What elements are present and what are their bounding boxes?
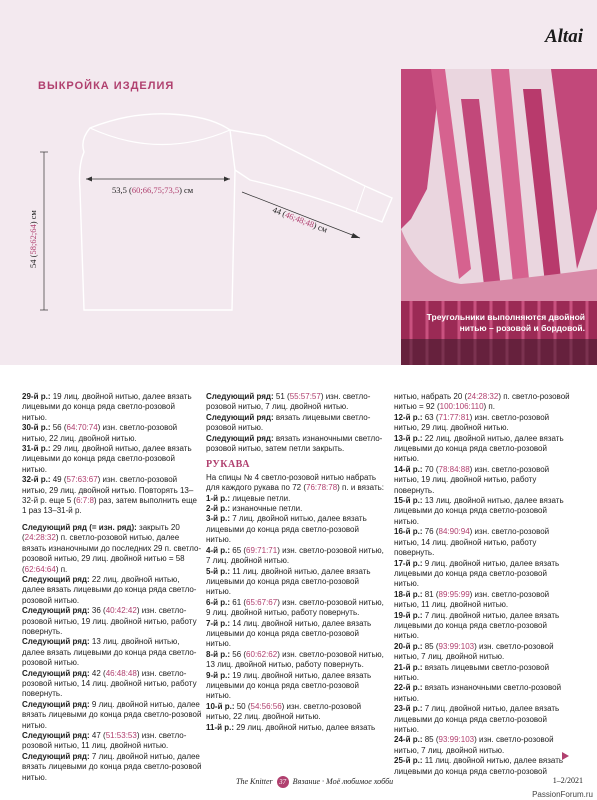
schema-cuff-line (356, 186, 365, 212)
instruction-paragraph (206, 619, 386, 650)
instruction-paragraph (206, 598, 386, 619)
instruction-paragraph (206, 567, 386, 598)
row-label: Следующий ряд: (22, 751, 90, 761)
row-label: 9-й р.: (206, 670, 231, 680)
instruction-paragraph (394, 735, 574, 756)
row-text: 56 (64:70:74) изн. светло-розовой нитью, 22 лиц. двойной нитью. (22, 423, 178, 443)
instruction-paragraph (22, 475, 202, 517)
row-label: 20-й р.: (394, 641, 423, 651)
instruction-paragraph (22, 444, 202, 475)
instruction-paragraph (22, 752, 202, 783)
row-label: 14-й р.: (394, 464, 423, 474)
row-label: 31-й р.: (22, 444, 51, 454)
instruction-paragraph (394, 392, 574, 413)
row-label: 29-й р.: (22, 392, 51, 401)
row-text: 29 лиц. двойной нитью, далее вязать лицевыми до конца ряда светло-розовой нитью. (22, 444, 192, 474)
row-label: 32-й р.: (22, 475, 51, 485)
instruction-paragraph (206, 392, 386, 413)
row-label: 21-й р.: (394, 662, 423, 672)
row-text: 29 лиц. двойной нитью, далее вязать (234, 722, 376, 732)
row-label: 10-й р.: (206, 701, 235, 711)
row-text: 56 (60:62:62) изн. светло-розовой нитью, 13 лиц. двойной нитью, работу повернуть. (206, 649, 384, 670)
text-column-2 (206, 392, 386, 733)
schema-body-outline (80, 114, 236, 310)
instruction-paragraph (22, 523, 202, 575)
page-number: 37 (277, 776, 289, 788)
row-text: 49 (57:63:67) изн. светло-розовой нитью, 29 лиц. двойной нитью. Повторять 13–32-й р. еще 5 (6:7:8) раз, затем выполнить еще 1 раз 13–31-й р. (22, 475, 198, 516)
height-label: 54 (58;62;64) см (28, 210, 38, 268)
instruction-paragraph (206, 671, 386, 702)
row-text: 63 (71:77:81) изн. светло-розовой нитью, 29 лиц. двойной нитью. (394, 412, 550, 433)
instruction-paragraph (22, 606, 202, 637)
row-label: 24-й р.: (394, 735, 423, 745)
pattern-schema (20, 100, 400, 355)
row-label: 19-й р.: (394, 610, 423, 620)
row-text: 14 лиц. двойной нитью, далее вязать лицевыми до конца ряда светло-розовой нитью. (206, 618, 372, 649)
instruction-paragraph (22, 731, 202, 752)
row-label: Следующий ряд: (22, 731, 90, 740)
instruction-paragraph (22, 700, 202, 731)
instruction-paragraph (394, 590, 574, 611)
row-text: 7 лиц. двойной нитью, далее вязать лицевыми до конца ряда светло-розовой нитью. (206, 514, 367, 545)
sleeve-label: 44 (46;48;48) см (271, 204, 329, 235)
row-text: 11 лиц. двойной нитью, далее вязать лицевыми до конца ряда светло-розовой (394, 756, 564, 776)
text-column-3 (394, 392, 574, 777)
instruction-paragraph (394, 527, 574, 558)
row-label: Следующий ряд: (206, 412, 274, 422)
row-label: 3-й р.: (206, 514, 231, 524)
row-text: 85 (93:99:103) изн. светло-розовой нитью, 7 лиц. двойной нитью. (394, 735, 554, 755)
instruction-paragraph (206, 650, 386, 671)
instruction-paragraph (22, 669, 202, 700)
instruction-paragraph (206, 504, 386, 514)
instruction-paragraph (22, 392, 202, 423)
row-text: 11 лиц. двойной нитью, далее вязать лицевыми до конца ряда светло-розовой нитью. (206, 566, 371, 597)
instruction-paragraph (22, 423, 202, 444)
row-text: На спицы № 4 светло-розовой нитью набрать для каждого рукава по 72 (76:78:78) п. и вязать: (206, 472, 384, 493)
row-text: 9 лиц. двойной нитью, далее вязать лицевыми до конца ряда светло-розовой нитью. (394, 558, 560, 589)
row-text: нитью, набрать 20 (24:28:32) п. светло-розовой нитью = 92 (100:106:110) п. (394, 392, 570, 412)
row-label: 6-й р.: (206, 597, 231, 607)
section-heading: РУКАВА (206, 459, 250, 471)
schema-neckline (90, 128, 230, 145)
instruction-paragraph (206, 702, 386, 723)
row-text: лицевые петли. (230, 493, 291, 503)
row-label: 15-й р.: (394, 496, 423, 506)
row-label: Следующий ряд (= изн. ряд): (22, 522, 137, 532)
row-label: 4-й р.: (206, 545, 231, 555)
instruction-paragraph (394, 496, 574, 527)
brand-name: Altai (544, 26, 583, 47)
row-text: 42 (46:48:48) изн. светло-розовой нитью, 14 лиц. двойной нитью, работу повернуть. (22, 668, 197, 699)
row-label: 5-й р.: (206, 566, 231, 576)
photo-caption: Треугольники выполняются двойной нитью – розовой и бордовой. (426, 312, 585, 333)
instruction-paragraph (394, 756, 574, 777)
row-text: вязать изнаночными светло-розовой нитью, затем петли закрыть. (206, 433, 383, 454)
instruction-paragraph (394, 704, 574, 735)
row-label: 23-й р.: (394, 704, 423, 714)
instruction-paragraph (206, 413, 386, 434)
row-label: Следующий ряд: (206, 433, 274, 443)
width-label: 53,5 (60;66,75;73,5) см (112, 185, 194, 195)
row-label: 11-й р.: (206, 722, 235, 732)
row-text: 7 лиц. двойной нитью, далее вязать лицевыми до конца ряда светло-розовой нитью. (22, 751, 202, 782)
row-text: 7 лиц. двойной нитью, далее вязать лицевыми до конца ряда светло-розовой нитью. (394, 704, 560, 734)
row-label: 7-й р.: (206, 618, 231, 628)
row-label: 25-й р.: (394, 756, 423, 766)
next-page-arrow-icon (562, 752, 569, 760)
row-text: 51 (55:57:57) изн. светло-розовой нитью, 7 лиц. двойной нитью. (206, 392, 371, 412)
row-text: 70 (78:84:88) изн. светло-розовой нитью, 19 лиц. двойной нитью, работу повернуть. (394, 464, 550, 495)
instruction-paragraph (206, 514, 386, 545)
row-label: 2-й р.: (206, 504, 231, 514)
row-text: вязать лицевыми светло-розовой нитью. (394, 662, 550, 682)
row-text: 22 лиц. двойной нитью, далее вязать лицевыми до конца ряда светло-розовой нитью. (22, 574, 197, 605)
row-text: 22 лиц. двойной нитью, далее вязать лицевыми до конца ряда светло-розовой нитью. (394, 433, 564, 464)
site-watermark: PassionForum.ru (532, 790, 593, 799)
row-label: 22-й р.: (394, 683, 423, 693)
instruction-paragraph (206, 494, 386, 504)
row-text: 9 лиц. двойной нитью, далее вязать лицевыми до конца ряда светло-розовой нитью. (22, 699, 202, 730)
row-text: 7 лиц. двойной нитью, далее вязать лицевыми до конца ряда светло-розовой нитью. (394, 610, 560, 641)
instruction-paragraph (206, 546, 386, 567)
magazine-name: The Knitter (236, 777, 273, 786)
row-label: Следующий ряд: (22, 637, 90, 647)
row-text: 36 (40:42:42) изн. светло-розовой нитью, 19 лиц. двойной нитью, работу повернуть. (22, 606, 197, 636)
instruction-paragraph (206, 723, 386, 733)
row-text: изнаночные петли. (230, 504, 303, 514)
instruction-paragraph (394, 559, 574, 590)
text-column-1 (22, 392, 202, 783)
instruction-paragraph (206, 473, 386, 494)
row-text: 81 (89:95:99) изн. светло-розовой нитью, 11 лиц. двойной нитью. (394, 589, 550, 610)
row-text: 61 (65:67:67) изн. светло-розовой нитью, 9 лиц. двойной нитью, работу повернуть. (206, 597, 384, 618)
row-text: 13 лиц. двойной нитью, далее вязать лицевыми до конца ряда светло-розовой нитью. (22, 637, 197, 668)
instruction-paragraph (394, 642, 574, 663)
row-label: 18-й р.: (394, 589, 423, 599)
row-label: Следующий ряд: (206, 392, 274, 401)
magazine-tagline: Вязание · Моё любимое хобби (292, 777, 394, 786)
row-text: 50 (54:56:56) изн. светло-розовой нитью, 22 лиц. двойной нитью. (206, 701, 362, 722)
row-text: 65 (69:71:71) изн. светло-розовой нитью, 7 лиц. двойной нитью. (206, 545, 384, 566)
row-label: Следующий ряд: (22, 668, 90, 678)
row-label: 17-й р.: (394, 558, 423, 568)
instruction-paragraph (22, 575, 202, 606)
row-label: Следующий ряд: (22, 699, 90, 709)
row-label: Следующий ряд: (22, 574, 90, 584)
schema-sleeve-outline (230, 130, 392, 222)
row-text: 47 (51:53:53) изн. светло-розовой нитью, 11 лиц. двойной нитью. (22, 731, 187, 751)
instruction-paragraph (22, 637, 202, 668)
section-title: ВЫКРОЙКА ИЗДЕЛИЯ (38, 80, 175, 92)
row-text: закрыть 20 (24:28:32) п. светло-розовой нитью, далее вязать изнаночными до последних 29 п. светло-розовой нитью, 29 лиц. двойной нитью = 58 (62:64:64) п. (22, 522, 202, 574)
footer-magazine (236, 776, 393, 788)
instruction-paragraph (394, 434, 574, 465)
row-label: 8-й р.: (206, 649, 231, 659)
instruction-paragraph (206, 434, 386, 455)
row-text: 85 (93:99:103) изн. светло-розовой нитью, 7 лиц. двойной нитью. (394, 641, 554, 662)
instruction-paragraph (394, 611, 574, 642)
row-text: вязать изнаночными светло-розовой нитью. (394, 683, 562, 703)
instruction-paragraph (394, 683, 574, 704)
row-label: Следующий ряд: (22, 606, 90, 616)
row-text: 19 лиц. двойной нитью, далее вязать лицевыми до конца ряда светло-розовой нитью. (206, 670, 372, 701)
instruction-paragraph (394, 413, 574, 434)
row-label: 13-й р.: (394, 433, 423, 443)
row-text: вязать лицевыми светло-розовой нитью. (206, 412, 371, 433)
instruction-paragraph (394, 663, 574, 684)
row-text: 13 лиц. двойной нитью, далее вязать лицевыми до конца ряда светло-розовой нитью. (394, 496, 564, 526)
row-label: 1-й р.: (206, 493, 231, 503)
row-text: 19 лиц. двойной нитью, далее вязать лицевыми до конца ряда светло-розовой нитью. (22, 392, 192, 422)
instruction-paragraph (394, 465, 574, 496)
issue-number: 1–2/2021 (552, 776, 583, 785)
row-label: 16-й р.: (394, 527, 423, 537)
row-text: 76 (84:90:94) изн. светло-розовой нитью, 14 лиц. двойной нитью, работу повернуть. (394, 527, 550, 558)
row-label: 12-й р.: (394, 412, 423, 422)
row-label: 30-й р.: (22, 423, 51, 433)
